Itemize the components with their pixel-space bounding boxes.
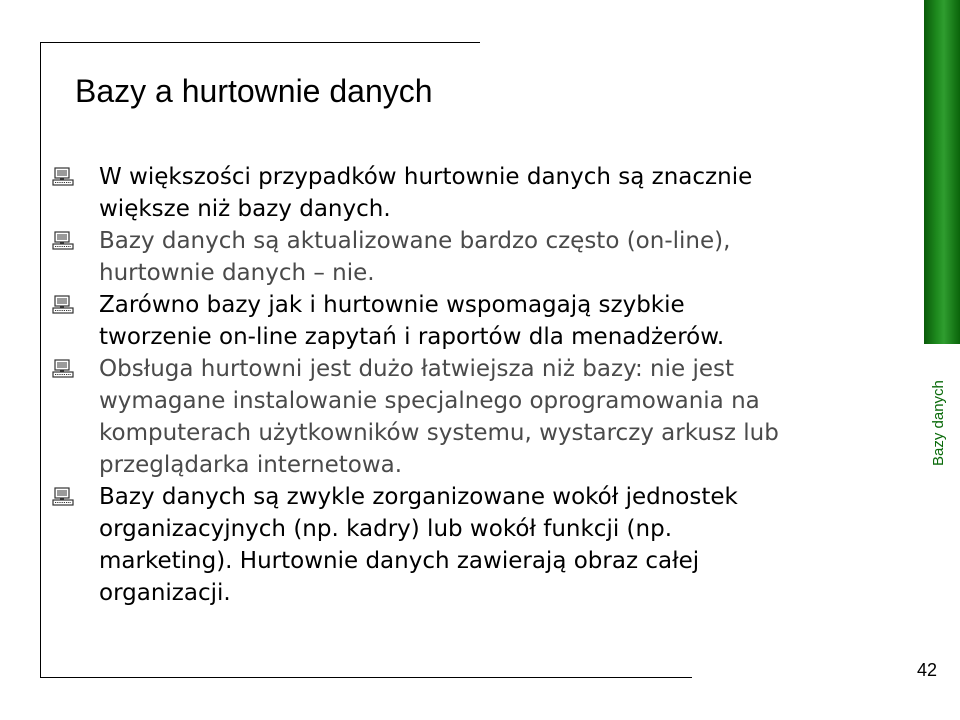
bullet-line: Bazy danych są zwykle zorganizowane wokół jednostek bbox=[99, 484, 738, 510]
bullet-item bbox=[52, 225, 912, 289]
bullet-item bbox=[52, 161, 912, 225]
frame-top-border bbox=[40, 42, 480, 43]
bullet-item bbox=[52, 353, 912, 481]
bullet-line: marketing). Hurtownie danych zawierają obraz całej bbox=[99, 548, 700, 574]
bullet-line: organizacyjnych (np. kadry) lub wokół funkcji (np. bbox=[99, 516, 673, 542]
computer-icon bbox=[52, 359, 74, 379]
bullet-line: organizacji. bbox=[99, 580, 231, 606]
page-number: 42 bbox=[917, 660, 938, 680]
green-accent-bar bbox=[924, 0, 960, 344]
bullet-line: wymagane instalowanie specjalnego oprogramowania na bbox=[99, 388, 760, 414]
bullet-item bbox=[52, 289, 912, 353]
bullet-line: Bazy danych są aktualizowane bardzo często (on-line), bbox=[99, 228, 731, 254]
bullet-line: większe niż bazy danych. bbox=[99, 196, 391, 222]
bullet-line: Obsługa hurtowni jest dużo łatwiejsza niż bazy: nie jest bbox=[99, 356, 735, 382]
frame-left-border bbox=[40, 42, 41, 678]
bullet-list bbox=[52, 161, 912, 609]
slide-title: Bazy a hurtownie danych bbox=[75, 73, 433, 109]
computer-icon bbox=[52, 167, 74, 187]
computer-icon bbox=[52, 487, 74, 507]
frame-bottom-border bbox=[40, 677, 692, 678]
bullet-line: komputerach użytkowników systemu, wystarczy arkusz lub bbox=[99, 420, 779, 446]
side-label: Bazy danych bbox=[930, 380, 947, 466]
bullet-line: W większości przypadków hurtownie danych są znacznie bbox=[99, 164, 753, 190]
bullet-line: tworzenie on-line zapytań i raportów dla menadżerów. bbox=[99, 324, 725, 350]
bullet-line: Zarówno bazy jak i hurtownie wspomagają szybkie bbox=[99, 292, 685, 318]
bullet-item bbox=[52, 481, 912, 609]
bullet-line: hurtownie danych – nie. bbox=[99, 260, 375, 286]
computer-icon bbox=[52, 295, 74, 315]
computer-icon bbox=[52, 231, 74, 251]
bullet-line: przeglądarka internetowa. bbox=[99, 452, 403, 478]
